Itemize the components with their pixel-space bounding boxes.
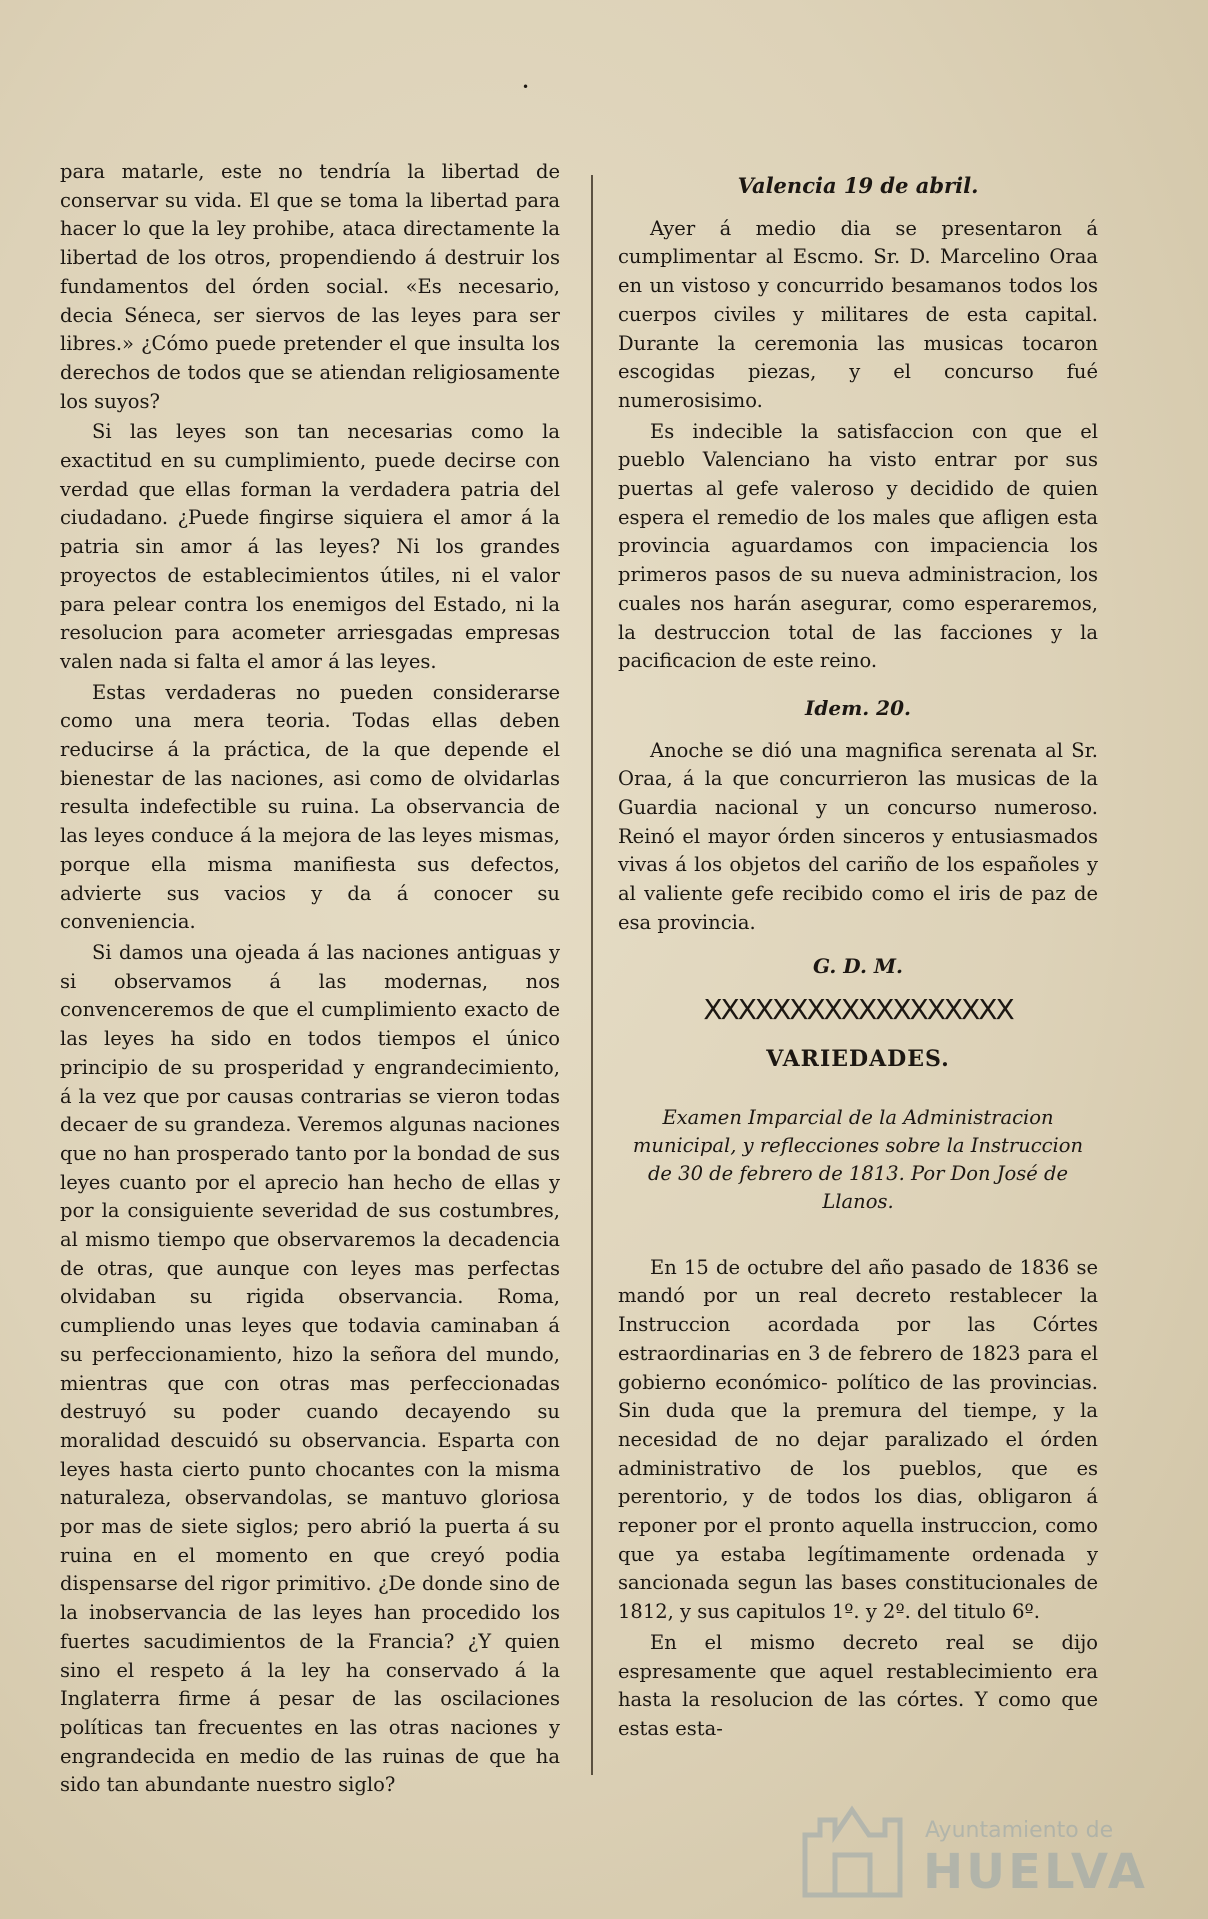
signature: G. D. M. [813,953,903,978]
paragraph: para matarle, este no tendría la libertad de conservar su vida. El que se toma la libertad para hacer lo que la ley prohibe, ataca directamente la libertad de los otros, propendiendo á destruir los fundamentos del órden social. «Es necesario, decia Séneca, ser siervos de las leyes para ser libres.» ¿Cómo puede pretender el que insulta los derechos de todos que se atiendan religiosamente los suyos? [60,160,560,413]
article-paragraph: En el mismo decreto real se dijo espresamente que aquel restablecimiento era hasta la resolucion de las córtes. Y como que estas esta- [618,1630,1098,1740]
column-divider [591,175,593,1775]
right-column [618,172,1098,1746]
paragraph: Si las leyes son tan necesarias como la exactitud en su cumplimiento, puede decirse con verdad que ellas forman la verdadera patria del ciudadano. ¿Puede fingirse siquiera el amor á la patria sin amor á las leyes? Ni los grandes proyectos de establecimientos útiles, ni el valor para pelear contra los enemigos del Estado, ni la resolucion para acometer arriesgadas empresas valen nada si falta el amor á las leyes. [60,420,560,673]
watermark-caption: Ayuntamiento de [925,1818,1114,1843]
news-paragraph: Anoche se dió una magnifica serenata al Sr. Oraa, á la que concurrieron las musicas de la Guardia nacional y un concurso numeroso. Reinó el mayor órden sinceros y entusiasmados vivas á los objetos del cariño de los españoles y al valiente gefe recibido como el iris de paz de esa provincia. [618,738,1098,934]
page-mark: • [522,80,530,94]
news-paragraph: Es indecible la satisfaccion con que el pueblo Valenciano ha visto entrar por sus puertas al gefe valeroso y decidido de quien espera el remedio de los males que afligen esta provincia aguardamos con impaciencia los primeros pasos de su nueva administracion, los cuales nos harán asegurar, como esperaremos, la destruccion total de las facciones y la pacificacion de este reino. [618,419,1098,673]
article-subtitle: Examen Imparcial de la Administracion municipal, y reflecciones sobre la Instruccion de 30 de febrero de 1813. Por Don José de Llanos. [632,1105,1084,1213]
dateline-idem: Idem. 20. [805,695,911,720]
left-column [60,158,560,1802]
article-paragraph: En 15 de octubre del año pasado de 1836 se mandó por un real decreto restablecer la Instruccion acordada por las Córtes estraordinarias en 3 de febrero de 1823 para el gobierno económico- político de las provincias. Sin duda que la premura del tiempe, y la necesidad de no dejar paralizado el órden administrativo de los pueblos, que es perentorio, y de todos los dias, obligaron á reponer por el pronto aquella instruccion, como que ya estaba legítimamente ordenada y sancionada segun las bases constitucionales de 1812, y sus capitulos 1º. y 2º. del titulo 6º. [618,1255,1098,1624]
watermark-title: HUELVA [923,1844,1148,1900]
city-emblem-icon [795,1800,910,1905]
watermark [795,1800,1148,1910]
ornament-divider: XXXXXXXXXXXXXXXXXX [703,993,1013,1027]
section-title: VARIEDADES. [766,1045,950,1072]
paragraph: Si damos una ojeada á las naciones antiguas y si observamos á las modernas, nos convenceremos de que el cumplimiento exacto de las leyes ha sido en todos tiempos el único principio de su prosperidad y engrandecimiento, á la vez que por causas contrarias se vieron todas decaer de su grandeza. Veremos algunas naciones que no han prosperado tanto por la bondad de sus leyes cuanto por el aprecio han hecho de ellas y por la consiguiente severidad de sus costumbres, al mismo tiempo que observaremos la decadencia de otras, que aunque con leyes mas perfectas olvidaban su rigida observancia. Roma, cumpliendo unas leyes que todavia caminaban á su perfeccionamiento, hizo la señora del mundo, mientras que con otras mas perfeccionadas destruyó su poder cuando decayendo su moralidad descuidó su observancia. Esparta con leyes hasta cierto punto chocantes con la misma naturaleza, observandolas, se mantuvo gloriosa por mas de siete siglos; pero abrió la puerta á su ruina en el momento en que creyó podia dispensarse del rigor primitivo. ¿De donde sino de la inobservancia de las leyes han procedido los fuertes sacudimientos de la Francia? ¿Y quien sino el respeto á la ley ha conservado á la Inglaterra firme á pesar de las oscilaciones políticas tan frecuentes en las otras naciones y engrandecida en medio de las ruinas de que ha sido tan abundante nuestro siglo? [60,940,560,1797]
dateline-valencia: Valencia 19 de abril. [737,173,979,198]
paragraph: Estas verdaderas no pueden considerarse como una mera teoria. Todas ellas deben reducirse á la práctica, de la que depende el bienestar de las naciones, asi como de olvidarlas resulta indefectible su ruina. La observancia de las leyes conduce á la mejora de las leyes mismas, porque ella misma manifiesta sus defectos, advierte sus vacios y da á conocer su conveniencia. [60,680,560,934]
news-paragraph: Ayer á medio dia se presentaron á cumplimentar al Escmo. Sr. D. Marcelino Oraa en un vistoso y concurrido besamanos todos los cuerpos civiles y militares de esta capital. Durante la ceremonia las musicas tocaron escogidas piezas, y el concurso fué numerosisimo. [618,216,1098,412]
